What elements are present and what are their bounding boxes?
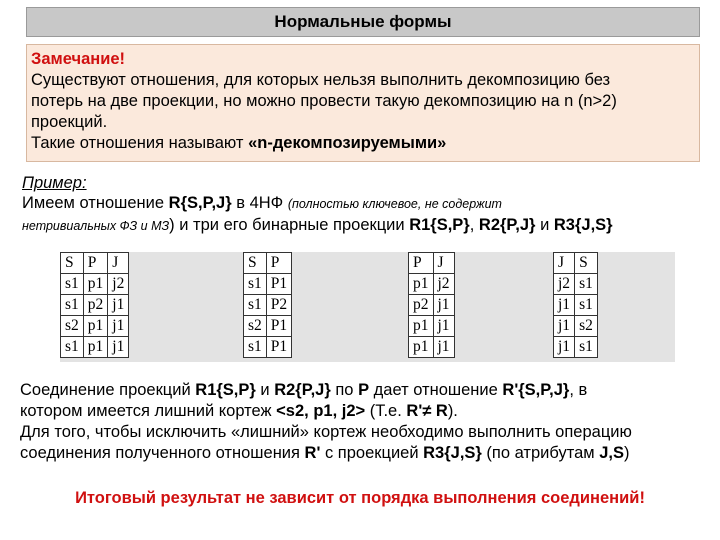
- join-text: Соединение проекций: [20, 381, 196, 399]
- n-decomposable-term: «n-декомпозируемыми»: [248, 134, 447, 152]
- table-cell: p1: [83, 274, 108, 295]
- table-cell: P1: [266, 316, 291, 337]
- table-header-cell: P: [409, 253, 434, 274]
- table-cell: j2: [554, 274, 575, 295]
- table-cell: s2: [61, 316, 84, 337]
- table-header-cell: S: [244, 253, 267, 274]
- table-cell: s1: [61, 274, 84, 295]
- note-line-1: Существуют отношения, для которых нельзя выполнить декомпозицию без: [31, 71, 611, 89]
- table-r1: [243, 252, 292, 358]
- inequality: R'≠ R: [406, 402, 448, 420]
- table-header-cell: S: [61, 253, 84, 274]
- slide-title-text: Нормальные формы: [274, 12, 452, 31]
- relation-r-prime: R'{S,P,J}: [502, 381, 570, 399]
- table-header-cell: P: [83, 253, 108, 274]
- note-line-3: проекций.: [31, 113, 108, 131]
- example-text: в 4НФ: [231, 194, 288, 212]
- table-header-cell: J: [433, 253, 454, 274]
- table-cell: P2: [266, 295, 291, 316]
- table-cell: p1: [83, 337, 108, 358]
- projection-r2: R2{P,J}: [274, 381, 331, 399]
- table-cell: j1: [433, 337, 454, 358]
- table-row: [244, 316, 292, 337]
- table-r3: [553, 252, 598, 358]
- projection-r2: R2{P,J}: [478, 216, 536, 234]
- table-cell: P1: [266, 274, 291, 295]
- join-text: котором имеется лишний кортеж: [20, 402, 277, 420]
- example-text: и: [535, 216, 554, 234]
- final-conclusion: Итоговый результат не зависит от порядка выполнения соединений!: [75, 489, 645, 507]
- slide-title: [26, 7, 700, 37]
- relation-r: R{S,P,J}: [168, 194, 232, 212]
- table-cell: s1: [575, 337, 598, 358]
- join-text: соединения полученного отношения: [20, 444, 305, 462]
- table-cell: j1: [554, 337, 575, 358]
- example-text: Имеем отношение: [22, 194, 169, 212]
- table-cell: j1: [108, 337, 129, 358]
- table-row: [409, 274, 455, 295]
- table-cell: p1: [83, 316, 108, 337]
- join-line-4: [20, 443, 706, 464]
- join-text: (Т.е.: [365, 402, 407, 420]
- join-explanation: [20, 380, 706, 464]
- extra-tuple: <s2, p1, j2>: [276, 402, 366, 420]
- projection-r1: R1{S,P}: [409, 216, 470, 234]
- join-line-1: [20, 380, 706, 401]
- table-cell: s1: [61, 295, 84, 316]
- table-header-cell: S: [575, 253, 598, 274]
- table-r: [60, 252, 129, 358]
- join-text: , в: [569, 381, 588, 399]
- join-text: (по атрибутам: [481, 444, 600, 462]
- table-cell: s1: [244, 274, 267, 295]
- example-text: ) и три его бинарные проекции: [169, 216, 410, 234]
- note-line-4-text: Такие отношения называют: [31, 134, 249, 152]
- table-cell: j1: [433, 295, 454, 316]
- table-cell: s1: [575, 274, 598, 295]
- table-cell: j1: [433, 316, 454, 337]
- table-header-row: [61, 253, 129, 274]
- join-attribute: P: [358, 381, 370, 399]
- note-box: [26, 44, 700, 162]
- join-line-3: Для того, чтобы исключить «лишний» кортеж необходимо выполнить операцию: [20, 423, 632, 441]
- example-line-2: [22, 216, 613, 235]
- table-header-cell: J: [554, 253, 575, 274]
- table-header-row: [554, 253, 598, 274]
- note-line-2: потерь на две проекции, но можно провести такую декомпозицию на n (n>2): [31, 92, 617, 110]
- table-cell: s1: [575, 295, 598, 316]
- table-cell: p2: [83, 295, 108, 316]
- note-line-4: [31, 133, 695, 154]
- table-row: [61, 316, 129, 337]
- example-remark: нетривиальных ФЗ и МЗ: [22, 219, 170, 233]
- table-cell: s1: [244, 337, 267, 358]
- projection-r1: R1{S,P}: [195, 381, 256, 399]
- example-text: ,: [469, 216, 479, 234]
- table-row: [409, 337, 455, 358]
- projection-r3: R3{J,S}: [423, 444, 482, 462]
- relation-r-prime: R': [304, 444, 321, 462]
- table-r2: [408, 252, 455, 358]
- join-text: и: [255, 381, 275, 399]
- note-heading: Замечание!: [31, 50, 126, 68]
- table-header-cell: J: [108, 253, 129, 274]
- example-remark: (полностью ключевое, не содержит: [287, 197, 502, 211]
- table-cell: p1: [409, 337, 434, 358]
- table-cell: j2: [108, 274, 129, 295]
- table-header-cell: P: [266, 253, 291, 274]
- table-row: [61, 337, 129, 358]
- table-row: [244, 274, 292, 295]
- table-row: [61, 295, 129, 316]
- projection-r3: R3{J,S}: [553, 216, 613, 234]
- join-text: ).: [447, 402, 458, 420]
- join-attributes: J,S: [599, 444, 624, 462]
- table-header-row: [244, 253, 292, 274]
- table-cell: j2: [433, 274, 454, 295]
- table-cell: s2: [244, 316, 267, 337]
- table-cell: s1: [61, 337, 84, 358]
- table-cell: s2: [575, 316, 598, 337]
- example-line-1: [22, 194, 502, 213]
- table-row: [554, 316, 598, 337]
- table-row: [554, 295, 598, 316]
- table-row: [61, 274, 129, 295]
- table-row: [554, 274, 598, 295]
- table-cell: j1: [108, 295, 129, 316]
- table-cell: s1: [244, 295, 267, 316]
- table-header-row: [409, 253, 455, 274]
- table-cell: P1: [266, 337, 291, 358]
- join-line-2: [20, 401, 706, 422]
- table-cell: p2: [409, 295, 434, 316]
- table-cell: j1: [108, 316, 129, 337]
- table-cell: p1: [409, 316, 434, 337]
- join-text: по: [330, 381, 359, 399]
- table-row: [244, 295, 292, 316]
- join-text: с проекцией: [320, 444, 424, 462]
- table-row: [554, 337, 598, 358]
- join-text: ): [623, 444, 630, 462]
- join-text: дает отношение: [369, 381, 503, 399]
- table-row: [244, 337, 292, 358]
- table-cell: p1: [409, 274, 434, 295]
- example-label: Пример:: [22, 174, 87, 192]
- table-row: [409, 295, 455, 316]
- table-cell: j1: [554, 316, 575, 337]
- table-cell: j1: [554, 295, 575, 316]
- table-row: [409, 316, 455, 337]
